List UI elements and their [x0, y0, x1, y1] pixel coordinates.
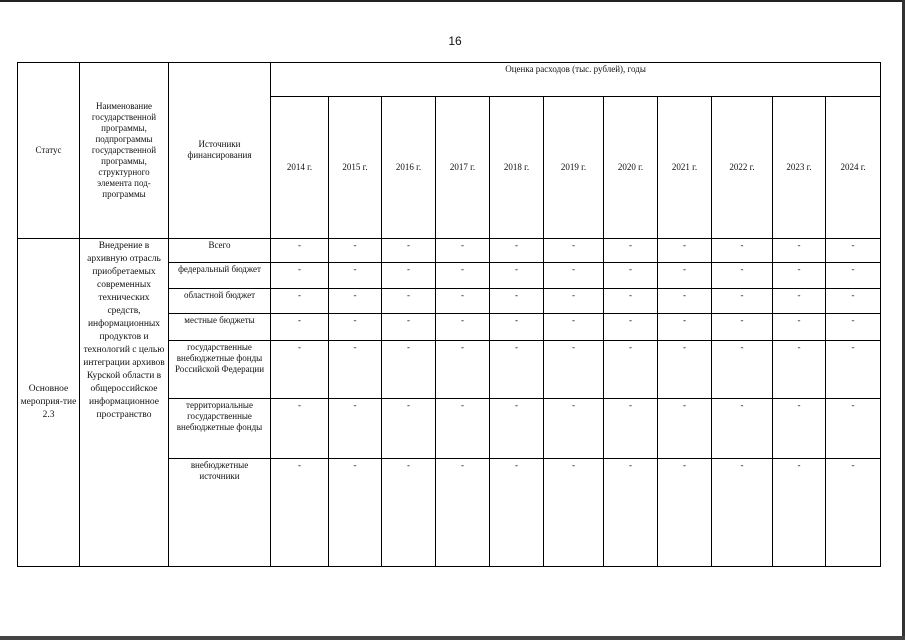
- header-year: 2014 г.: [271, 96, 329, 238]
- value-cell: -: [773, 313, 826, 340]
- header-year: 2020 г.: [604, 96, 658, 238]
- value-cell: -: [826, 398, 881, 458]
- value-cell: -: [544, 340, 604, 398]
- value-cell: -: [544, 458, 604, 566]
- value-cell: -: [712, 262, 773, 288]
- table-row: [18, 238, 881, 262]
- value-cell: -: [544, 313, 604, 340]
- value-cell: -: [329, 238, 382, 262]
- value-cell: -: [329, 262, 382, 288]
- value-cell: -: [436, 238, 490, 262]
- value-cell: -: [490, 238, 544, 262]
- scan-edge-top: [0, 0, 905, 2]
- funding-source-label: областной бюджет: [169, 288, 271, 313]
- scan-edge-bottom: [0, 636, 905, 640]
- value-cell: -: [773, 238, 826, 262]
- status-cell: Основное мероприя-тие 2.3: [18, 238, 80, 566]
- value-cell: -: [773, 262, 826, 288]
- value-cell: -: [604, 313, 658, 340]
- value-cell: -: [436, 288, 490, 313]
- header-year: 2019 г.: [544, 96, 604, 238]
- funding-source-label: территориальные государственные внебюджетные фонды: [169, 398, 271, 458]
- value-cell: -: [490, 262, 544, 288]
- value-cell: -: [490, 340, 544, 398]
- header-year: 2016 г.: [382, 96, 436, 238]
- value-cell: -: [490, 313, 544, 340]
- value-cell: -: [658, 262, 712, 288]
- value-cell: -: [604, 340, 658, 398]
- value-cell: -: [712, 238, 773, 262]
- value-cell: -: [490, 458, 544, 566]
- header-funding-sources: Источники финансирования: [169, 63, 271, 239]
- value-cell: -: [773, 288, 826, 313]
- value-cell: -: [826, 313, 881, 340]
- table-body: [18, 238, 881, 566]
- value-cell: -: [382, 262, 436, 288]
- value-cell: -: [544, 398, 604, 458]
- value-cell: -: [382, 340, 436, 398]
- value-cell: -: [773, 458, 826, 566]
- value-cell: -: [544, 262, 604, 288]
- value-cell: -: [604, 238, 658, 262]
- value-cell: -: [271, 398, 329, 458]
- value-cell: -: [658, 398, 712, 458]
- header-expense-estimate: Оценка расходов (тыс. рублей), годы: [271, 63, 881, 97]
- value-cell: -: [604, 458, 658, 566]
- value-cell: -: [658, 458, 712, 566]
- value-cell: -: [329, 313, 382, 340]
- value-cell: -: [436, 262, 490, 288]
- value-cell: -: [490, 398, 544, 458]
- page-number: 16: [448, 34, 462, 48]
- value-cell: -: [826, 288, 881, 313]
- value-cell: -: [773, 398, 826, 458]
- value-cell: -: [826, 262, 881, 288]
- program-name-cell: Внедрение в архивную отрасль приобретаемых современных технических средств, информационных продуктов и технологий с целью интеграции архивов Курской области в общероссийское информационное пространство: [80, 238, 169, 566]
- value-cell: -: [382, 313, 436, 340]
- value-cell: -: [271, 313, 329, 340]
- value-cell: -: [658, 340, 712, 398]
- value-cell: -: [271, 262, 329, 288]
- value-cell: -: [826, 238, 881, 262]
- value-cell: -: [271, 288, 329, 313]
- funding-source-label: федеральный бюджет: [169, 262, 271, 288]
- value-cell: -: [712, 288, 773, 313]
- funding-source-label: государственные внебюджетные фонды Российской Федерации: [169, 340, 271, 398]
- table-header: [18, 63, 881, 239]
- header-year: 2023 г.: [773, 96, 826, 238]
- value-cell: -: [271, 458, 329, 566]
- header-year: 2024 г.: [826, 96, 881, 238]
- value-cell: -: [604, 398, 658, 458]
- value-cell: -: [658, 313, 712, 340]
- header-year: 2015 г.: [329, 96, 382, 238]
- value-cell: -: [658, 238, 712, 262]
- value-cell: -: [712, 398, 773, 458]
- value-cell: -: [329, 458, 382, 566]
- value-cell: -: [329, 398, 382, 458]
- value-cell: -: [712, 313, 773, 340]
- header-year: 2018 г.: [490, 96, 544, 238]
- value-cell: -: [271, 340, 329, 398]
- value-cell: -: [271, 238, 329, 262]
- value-cell: -: [490, 288, 544, 313]
- value-cell: -: [712, 458, 773, 566]
- funding-source-label: местные бюджеты: [169, 313, 271, 340]
- value-cell: -: [436, 458, 490, 566]
- value-cell: -: [544, 288, 604, 313]
- value-cell: -: [436, 398, 490, 458]
- value-cell: -: [826, 340, 881, 398]
- value-cell: -: [658, 288, 712, 313]
- header-year: 2017 г.: [436, 96, 490, 238]
- value-cell: -: [382, 458, 436, 566]
- value-cell: -: [382, 238, 436, 262]
- value-cell: -: [382, 398, 436, 458]
- value-cell: -: [712, 340, 773, 398]
- header-program-name: Наименование государственной программы, подпрограммы государственной программы, структурного элемента под-программы: [80, 63, 169, 239]
- value-cell: -: [436, 313, 490, 340]
- value-cell: -: [604, 262, 658, 288]
- funding-source-label: внебюджетные источники: [169, 458, 271, 566]
- header-year: 2022 г.: [712, 96, 773, 238]
- value-cell: -: [826, 458, 881, 566]
- value-cell: -: [604, 288, 658, 313]
- value-cell: -: [382, 288, 436, 313]
- value-cell: -: [329, 288, 382, 313]
- funding-source-label: Всего: [169, 238, 271, 262]
- value-cell: -: [436, 340, 490, 398]
- header-status: Статус: [18, 63, 80, 239]
- value-cell: -: [544, 238, 604, 262]
- value-cell: -: [773, 340, 826, 398]
- value-cell: -: [329, 340, 382, 398]
- budget-table: [17, 62, 881, 567]
- header-year: 2021 г.: [658, 96, 712, 238]
